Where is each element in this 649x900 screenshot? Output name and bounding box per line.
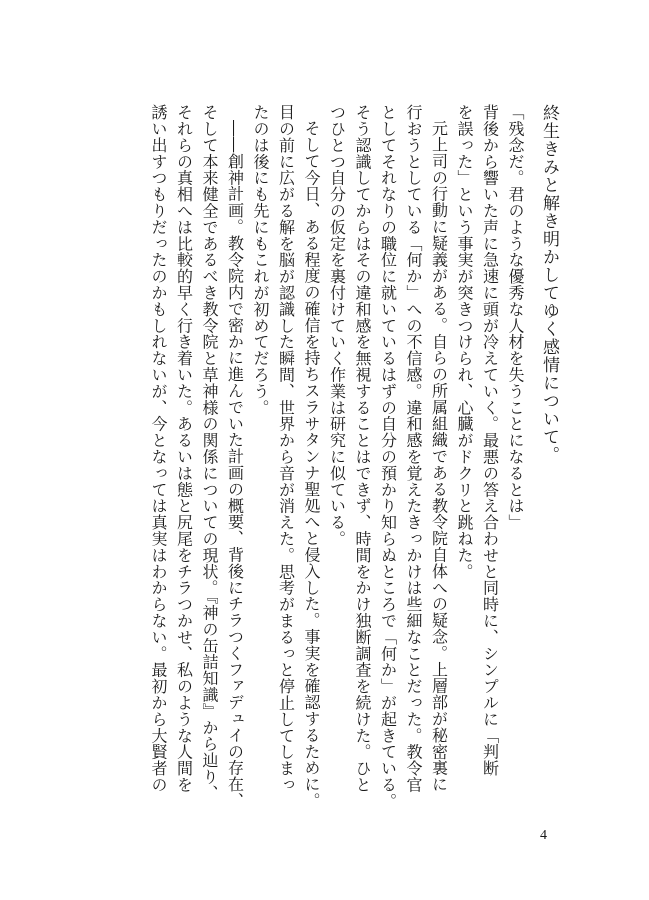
text-line: たのは後にも先にもこれが初めてだろう。: [251, 104, 270, 416]
text-line: 元上司の行動に疑義がある。自らの所属組織である教令院自体への疑念。上層部が秘密裏に: [429, 120, 449, 793]
text-line: 行おうとしている「何か」への不信感。違和感を覚えたきっかけは些細なことだった。教令官: [404, 104, 423, 793]
body-text: [146, 104, 529, 810]
text-line: を誤った」という事実が突きつけられ、心臓がドクリと跳ねた。: [455, 104, 474, 580]
chapter-title: 終生きみと解き明かしてゆく感情について。: [539, 104, 559, 464]
text-line: 背後から響いた声に急速に頭が冷えていく。最悪の答え合わせと同時に、シンプルに「判断: [480, 104, 500, 777]
text-line: それらの真相へは比較的早く行き着いた。あるいは態と尻尾をチラつかせ、私のような人間を: [174, 104, 194, 793]
text-line: 誘い出すつもりだったのかもしれないが、今となっては真実はわからない。最初から大賢者の: [149, 104, 168, 793]
text-line: としてそれなりの職位に就いているはずの自分の預かり知らぬところで「何か」が起きている。: [378, 104, 398, 810]
text-line: 目の前に広がる解を脳が認識した瞬間、世界から音が消えた。思考がまるっと停止してしまっ: [276, 104, 296, 793]
text-line: つひとつ自分の仮定を裏付けていく作業は研究に似ている。: [327, 104, 347, 547]
page-number: 4: [540, 828, 547, 843]
text-line: そう認識してからはその違和感を無視することはできず、時間をかけ独断調査を続けた。ひと: [353, 104, 372, 793]
text-line: 「残念だ。君のような優秀な人材を失うことになるとは」: [506, 104, 525, 531]
text-line: そして本来健全であるべき教令院と草神様の関係についての現状。『神の缶詰知識』から辿り、: [200, 104, 219, 802]
text-line: ――創神計画。教令院内で密かに進んでいた計画の概要、背後にチラつくファデュイの存在、: [225, 120, 245, 809]
text-line: そして今日、ある程度の確信を持ちスラサタンナ聖処へと侵入した。事実を確認するために。: [302, 120, 321, 809]
